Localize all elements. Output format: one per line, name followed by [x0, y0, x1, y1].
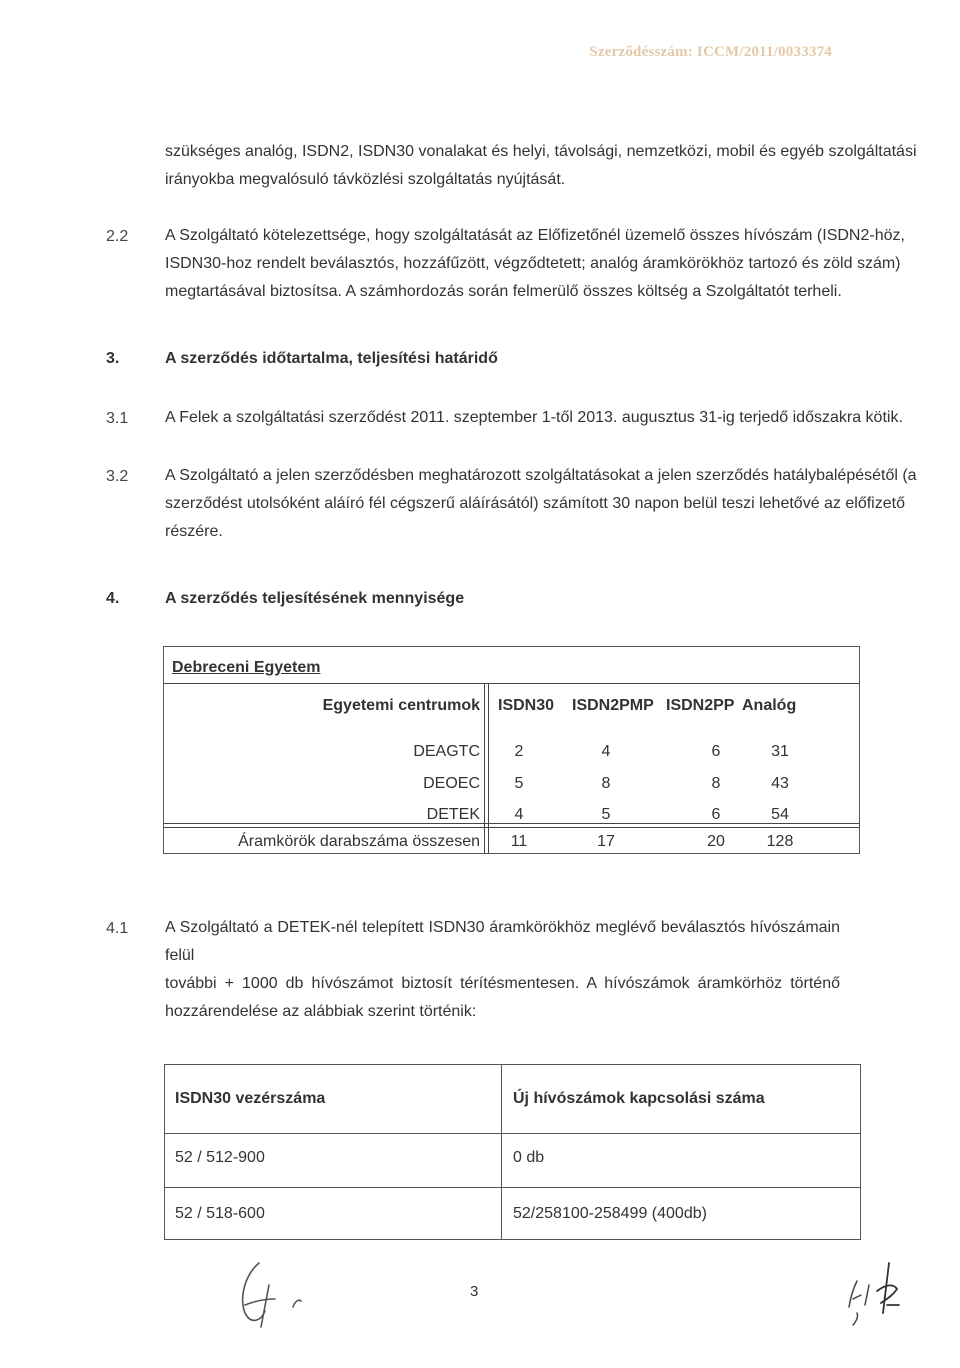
table-cell: 8	[711, 775, 721, 792]
paragraph-line: szerződést utolsóként aláíró fél cégszerű aláírásától) számított 30 napon belül teszi lehetővé az előfizető	[165, 495, 905, 512]
table-cell: 43	[771, 775, 789, 792]
section-heading: A szerződés teljesítésének mennyisége	[165, 590, 465, 607]
paragraph-line: részére.	[165, 523, 223, 540]
handwritten-initials-left	[225, 1255, 315, 1335]
table-divider	[164, 683, 859, 684]
column-header: ISDN30 vezérszáma	[175, 1090, 326, 1107]
section-number: 3.1	[106, 410, 129, 427]
paragraph-line: A Szolgáltató a jelen szerződésben meghatározott szolgáltatásokat a jelen szerződés hatálybalépésétől (a	[165, 467, 917, 484]
intro-line: szükséges analóg, ISDN2, ISDN30 vonalakat és helyi, távolsági, nemzetközi, mobil és egyéb szolgáltatási	[165, 143, 917, 160]
section-2-2-paragraph	[165, 222, 905, 306]
table-row-label: DEOEC	[423, 775, 480, 792]
number-assignment-table	[164, 1064, 861, 1240]
paragraph-line: ISDN30-hoz rendelt beválasztós, hozzáfűzött, végződtetett; analóg áramkörökhöz tartozó és zöld szám)	[165, 255, 901, 272]
table-cell: 52/258100-258499 (400db)	[513, 1205, 707, 1222]
paragraph-line: A Szolgáltató a DETEK-nél telepített ISDN30 áramkörökhöz meglévő beválasztós hívószámain felül	[165, 919, 840, 964]
circuits-table	[163, 646, 860, 854]
table-total-label: Áramkörök darabszáma összesen	[238, 833, 480, 850]
section-heading: A szerződés időtartalma, teljesítési határidő	[165, 350, 498, 367]
section-4-1-paragraph	[165, 914, 840, 1026]
section-number: 4.1	[106, 920, 129, 937]
section-number: 3.	[106, 350, 120, 367]
handwritten-signature-right	[835, 1255, 915, 1335]
intro-paragraph	[165, 138, 917, 194]
table-cell: 4	[601, 743, 611, 760]
table-divider	[164, 827, 859, 828]
table-row-label: DETEK	[426, 806, 480, 823]
table-cell: 52 / 518-600	[175, 1205, 265, 1222]
column-header: Új hívószámok kapcsolási száma	[513, 1090, 765, 1107]
column-header: Analóg	[742, 697, 797, 714]
page-number: 3	[470, 1283, 479, 1300]
section-number: 4.	[106, 590, 120, 607]
intro-line: irányokba megvalósuló távközlési szolgáltatás nyújtását.	[165, 171, 566, 188]
contract-reference: Szerződésszám: ICCM/2011/0033374	[589, 44, 832, 60]
table-total-cell: 17	[597, 833, 615, 850]
table-divider	[165, 1133, 860, 1134]
table-divider	[488, 683, 489, 853]
table-title: Debreceni Egyetem	[172, 659, 321, 676]
paragraph-line: hozzárendelése az alábbiak szerint történik:	[165, 1003, 477, 1020]
table-divider	[484, 683, 485, 853]
table-cell: 54	[771, 806, 789, 823]
table-divider	[165, 1187, 860, 1188]
section-number: 2.2	[106, 228, 129, 245]
table-row-label: DEAGTC	[413, 743, 480, 760]
table-cell: 4	[514, 806, 524, 823]
table-total-cell: 20	[707, 833, 725, 850]
column-header: Egyetemi centrumok	[322, 697, 480, 714]
paragraph-line: A Szolgáltató kötelezettsége, hogy szolgáltatását az Előfizetőnél üzemelő összes hívószám (ISDN2-höz,	[165, 227, 905, 244]
section-3-2-paragraph	[165, 462, 917, 546]
column-header: ISDN2PP	[666, 697, 735, 714]
table-total-cell: 11	[510, 833, 528, 850]
paragraph-line: további + 1000 db hívószámot biztosít térítésmentesen. A hívószámok áramkörhöz történő	[165, 975, 840, 992]
table-cell: 5	[601, 806, 611, 823]
table-cell: 6	[711, 806, 721, 823]
section-3-1-paragraph: A Felek a szolgáltatási szerződést 2011. szeptember 1-től 2013. augusztus 31-ig terjedő időszakra kötik.	[165, 409, 903, 426]
column-header: ISDN2PMP	[572, 697, 654, 714]
table-divider	[501, 1065, 502, 1239]
table-cell: 5	[514, 775, 524, 792]
table-cell: 8	[601, 775, 611, 792]
table-cell: 2	[514, 743, 524, 760]
table-cell: 6	[711, 743, 721, 760]
paragraph-line: megtartásával biztosítsa. A számhordozás során felmerülő összes költség a Szolgáltatót terheli.	[165, 283, 842, 300]
table-total-cell: 128	[766, 833, 794, 850]
table-cell: 31	[771, 743, 789, 760]
column-header: ISDN30	[498, 697, 555, 714]
table-cell: 52 / 512-900	[175, 1149, 265, 1166]
table-cell: 0 db	[513, 1149, 545, 1166]
section-number: 3.2	[106, 468, 129, 485]
